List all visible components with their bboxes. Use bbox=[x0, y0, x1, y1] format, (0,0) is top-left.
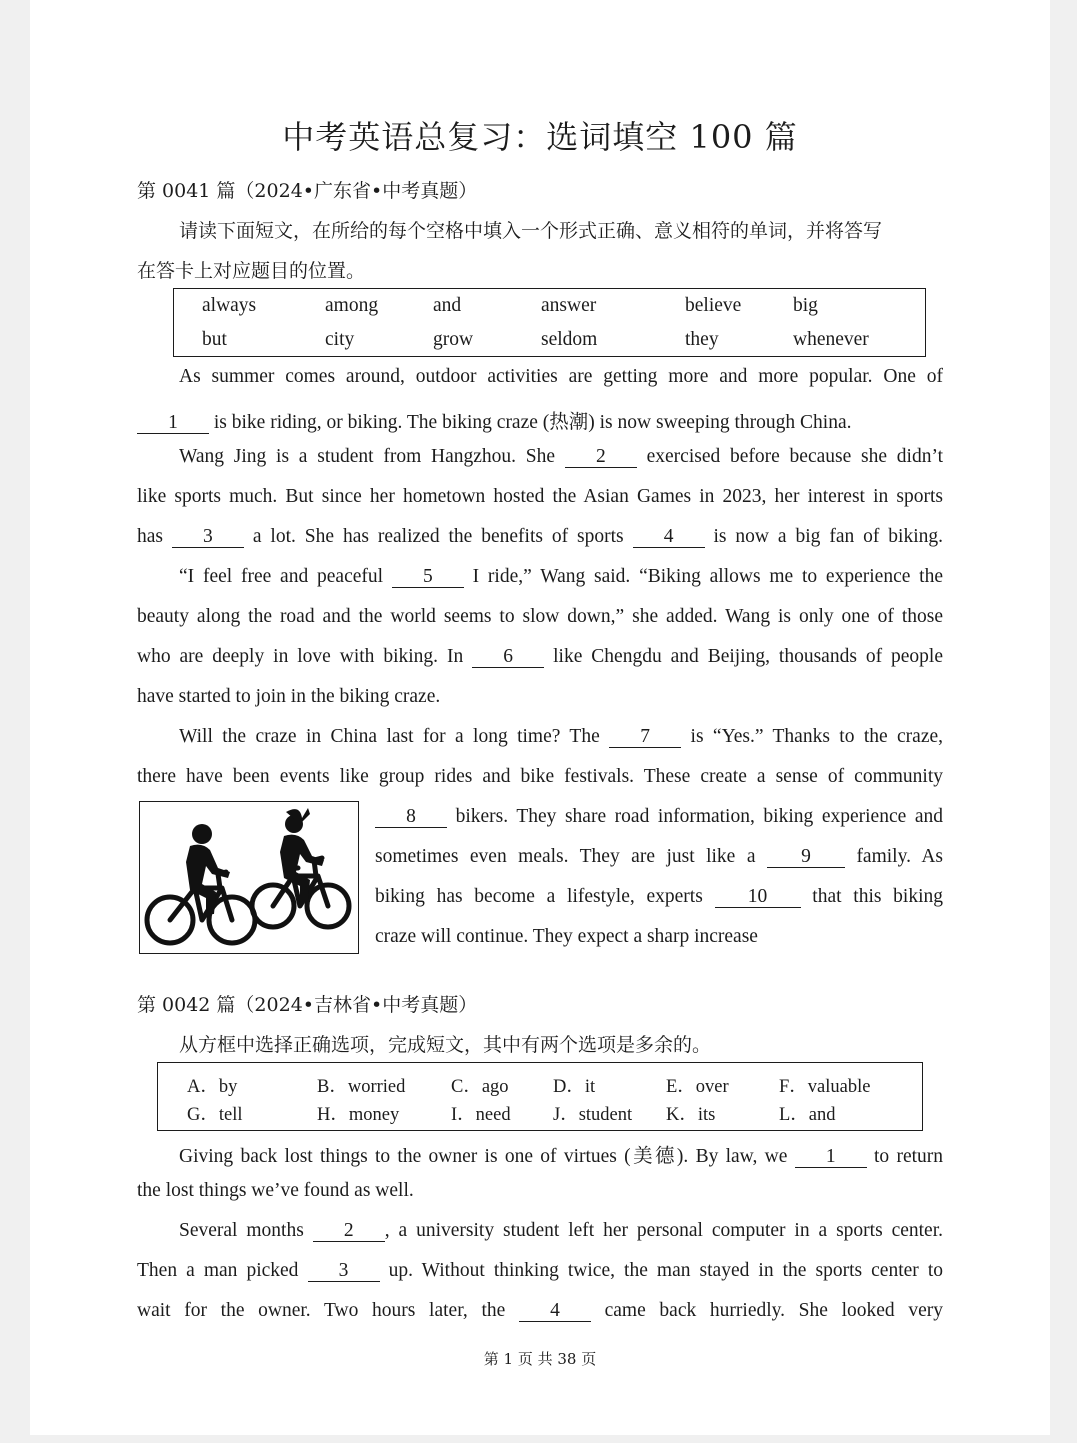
document-page bbox=[30, 0, 1050, 1435]
answer-blank[interactable]: 10 bbox=[715, 887, 801, 908]
word-bank-item: answer bbox=[541, 295, 597, 316]
option-item: K．its bbox=[666, 1105, 716, 1125]
passage-42-heading: 第 0042 篇（2024•吉林省•中考真题） bbox=[137, 994, 478, 1016]
answer-blank[interactable]: 8 bbox=[375, 807, 447, 828]
text-line: 8 bikers. They share road information, biking experience and bbox=[375, 806, 943, 828]
answer-blank[interactable]: 2 bbox=[313, 1221, 385, 1242]
option-item: J．student bbox=[553, 1105, 633, 1125]
cyclists-icon bbox=[140, 802, 357, 952]
text-line: have started to join in the biking craze. bbox=[137, 686, 441, 707]
page-footer: 第 1 页 共 38 页 bbox=[483, 1350, 597, 1368]
text-line: biking has become a lifestyle, experts 10 that this biking bbox=[375, 886, 944, 907]
answer-blank[interactable]: 7 bbox=[609, 727, 681, 748]
text-line: Wang Jing is a student from Hangzhou. She 2 exercised before because she didn’t bbox=[179, 446, 944, 467]
answer-blank[interactable]: 4 bbox=[633, 527, 705, 548]
option-item: B．worried bbox=[317, 1077, 406, 1097]
answer-blank[interactable]: 3 bbox=[172, 527, 244, 548]
word-bank-box bbox=[173, 288, 926, 357]
text-line: Several months 2 , a university student left her personal computer in a sports center. bbox=[179, 1220, 943, 1241]
word-bank-item: whenever bbox=[793, 329, 869, 350]
passage-41-instruction-2: 在答卡上对应题目的位置。 bbox=[137, 260, 366, 282]
bikers-illustration bbox=[139, 801, 359, 954]
option-item: E．over bbox=[666, 1077, 729, 1097]
word-bank-item: city bbox=[325, 329, 355, 350]
options-box bbox=[157, 1062, 923, 1131]
text-line: Will the craze in China last for a long time? The 7 is “Yes.” Thanks to the craze, bbox=[179, 726, 944, 747]
answer-blank[interactable]: 6 bbox=[472, 647, 544, 668]
passage-41-instruction-1: 请读下面短文，在所给的每个空格中填入一个形式正确、意义相符的单词，并将答写 bbox=[179, 220, 883, 242]
passage-42-instruction: 从方框中选择正确选项，完成短文，其中有两个选项是多余的。 bbox=[179, 1034, 712, 1056]
option-item: H．money bbox=[317, 1105, 400, 1125]
answer-blank[interactable]: 4 bbox=[519, 1301, 591, 1322]
text-line: “I feel free and peaceful 5 I ride,” Wang said. “Biking allows me to experience the bbox=[179, 566, 943, 587]
option-item: G．tell bbox=[187, 1105, 243, 1125]
text-line: there have been events like group rides and bike festivals. These create a sense of community bbox=[137, 766, 943, 787]
answer-blank[interactable]: 5 bbox=[392, 567, 464, 588]
text-line: the lost things we’ve found as well. bbox=[137, 1180, 414, 1201]
text-line: like sports much. But since her hometown hosted the Asian Games in 2023, her interest in sports bbox=[137, 486, 943, 507]
text-line: who are deeply in love with biking. In 6 like Chengdu and Beijing, thousands of people bbox=[137, 646, 944, 667]
passage-41-heading: 第 0041 篇（2024•广东省•中考真题） bbox=[137, 180, 478, 202]
option-item: L．and bbox=[779, 1105, 836, 1125]
text-line: 1 is bike riding, or biking. The biking craze (热潮) is now sweeping through China. bbox=[137, 406, 943, 434]
word-bank-item: always bbox=[202, 295, 257, 316]
text-line: Giving back lost things to the owner is one of virtues (美德). By law, we 1 to return bbox=[179, 1146, 944, 1167]
text-line: wait for the owner. Two hours later, the 4 came back hurriedly. She looked very bbox=[137, 1300, 943, 1321]
answer-blank[interactable]: 3 bbox=[308, 1261, 380, 1282]
answer-blank[interactable]: 2 bbox=[565, 447, 637, 468]
word-bank-item: but bbox=[202, 329, 227, 350]
option-item: F．valuable bbox=[779, 1077, 871, 1097]
text-line: beauty along the road and the world seems to slow down,” she added. Wang is only one of those bbox=[137, 606, 943, 627]
word-bank-item: among bbox=[325, 295, 379, 316]
text-line: sometimes even meals. They are just like a 9 family. As bbox=[375, 846, 944, 867]
word-bank-item: seldom bbox=[541, 329, 598, 350]
answer-blank[interactable]: 1 bbox=[795, 1147, 867, 1168]
word-bank-item: and bbox=[433, 295, 462, 316]
text-line: craze will continue. They expect a sharp increase bbox=[375, 926, 758, 947]
word-bank-item: believe bbox=[685, 295, 742, 316]
word-bank-item: grow bbox=[433, 329, 474, 350]
word-bank-item: big bbox=[793, 295, 818, 316]
text-line: has 3 a lot. She has realized the benefits of sports 4 is now a big fan of biking. bbox=[137, 526, 944, 547]
option-item: C．ago bbox=[451, 1077, 509, 1097]
option-item: D．it bbox=[553, 1077, 596, 1097]
answer-blank[interactable]: 1 bbox=[137, 413, 209, 434]
text-line: As summer comes around, outdoor activities are getting more and more popular. One of bbox=[179, 366, 943, 387]
option-item: I．need bbox=[451, 1105, 511, 1125]
text-line: Then a man picked 3 up. Without thinking twice, the man stayed in the sports center to bbox=[137, 1260, 944, 1281]
page-title: 中考英语总复习：选词填空 100 篇 bbox=[282, 118, 798, 156]
word-bank-item: they bbox=[685, 329, 719, 350]
answer-blank[interactable]: 9 bbox=[767, 847, 845, 868]
option-item: A．by bbox=[187, 1077, 238, 1097]
